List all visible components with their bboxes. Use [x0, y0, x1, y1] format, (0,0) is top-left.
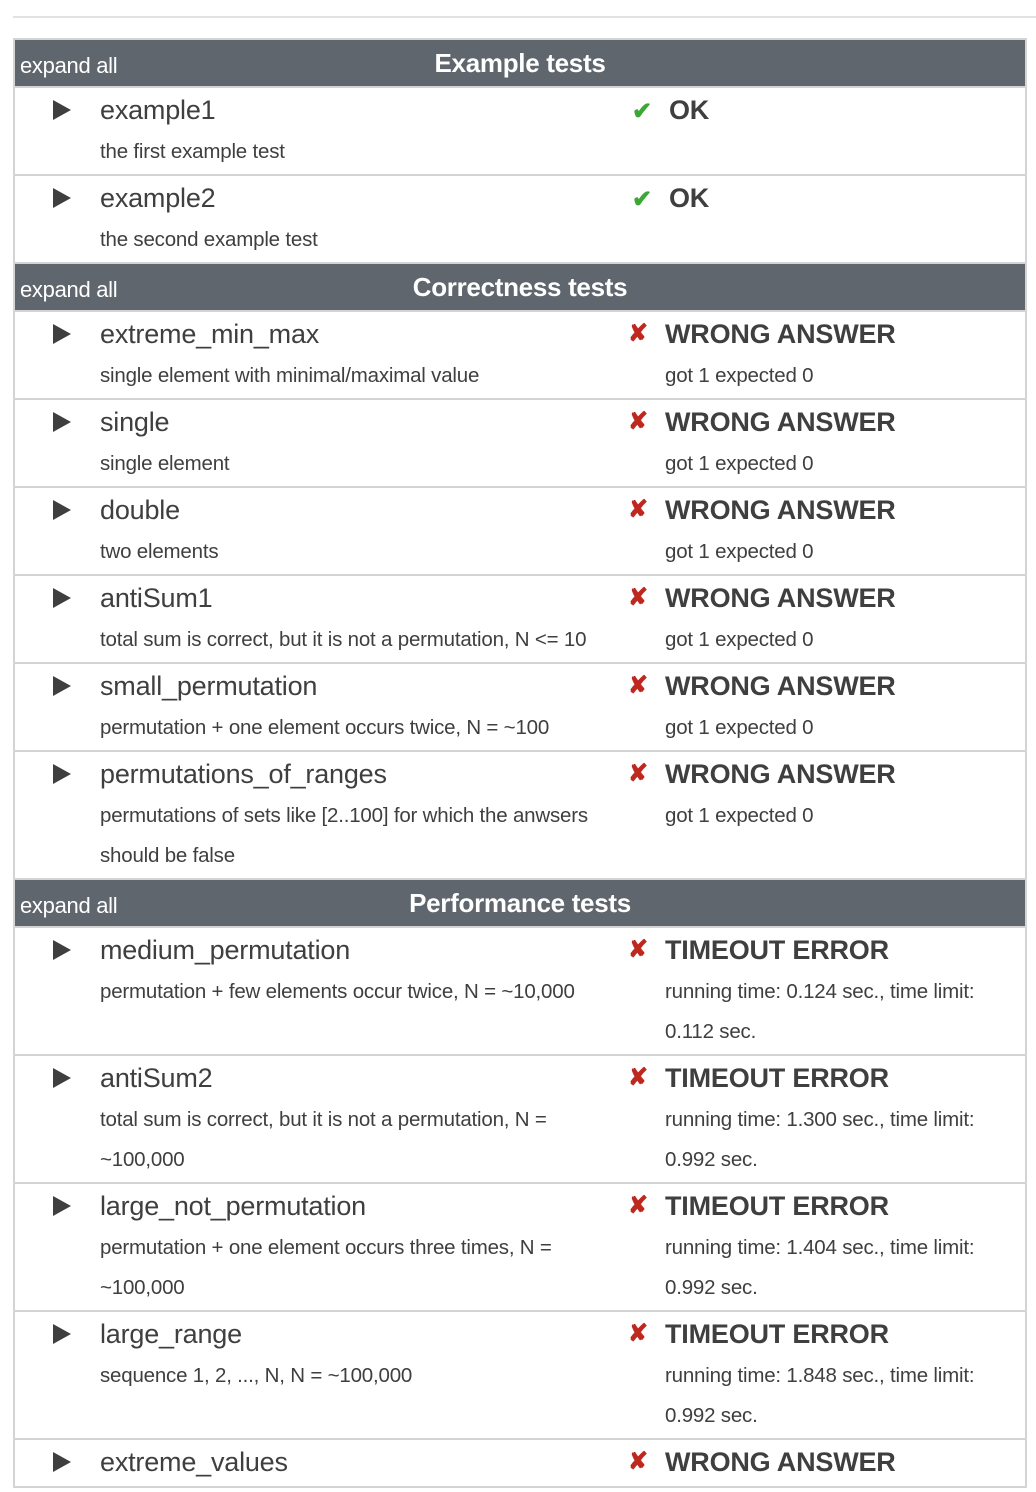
- cross-icon: ✘: [628, 320, 649, 347]
- test-info: [100, 312, 620, 396]
- test-info: [100, 752, 620, 876]
- test-status: WRONG ANSWER: [665, 319, 896, 349]
- check-icon: ✔: [632, 186, 653, 213]
- expand-row-button[interactable]: [15, 928, 100, 1052]
- test-row: [15, 312, 1025, 400]
- test-name: large_range: [100, 1319, 242, 1349]
- test-detail: running time: 1.848 sec., time limit: 0.992 sec.: [665, 1364, 975, 1427]
- test-name: single: [100, 407, 170, 437]
- test-status: WRONG ANSWER: [665, 495, 896, 525]
- test-info: [100, 400, 620, 484]
- test-result: [620, 1312, 1025, 1436]
- cross-icon: ✘: [628, 408, 649, 435]
- test-description: the second example test: [100, 228, 318, 251]
- test-description: permutation + one element occurs twice, N = ~100: [100, 716, 550, 739]
- test-description: total sum is correct, but it is not a permutation, N <= 10: [100, 628, 587, 651]
- test-description: sequence 1, 2, ..., N, N = ~100,000: [100, 1364, 413, 1387]
- test-info: [100, 928, 620, 1052]
- test-status: OK: [669, 95, 710, 125]
- test-name: permutations_of_ranges: [100, 759, 387, 789]
- test-result: [620, 1440, 1025, 1484]
- test-description: two elements: [100, 540, 219, 563]
- test-detail: running time: 1.404 sec., time limit: 0.992 sec.: [665, 1236, 975, 1299]
- test-row: [15, 400, 1025, 488]
- test-name: extreme_min_max: [100, 319, 320, 349]
- expand-all-link[interactable]: expand all: [20, 893, 118, 918]
- test-status: WRONG ANSWER: [665, 407, 896, 437]
- test-detail: running time: 0.124 sec., time limit: 0.112 sec.: [665, 980, 975, 1043]
- test-detail: got 1 expected 0: [665, 540, 814, 563]
- test-info: [100, 1056, 620, 1180]
- group-header: [15, 40, 1025, 88]
- test-info: [100, 576, 620, 660]
- cross-icon: ✘: [628, 1064, 649, 1091]
- test-status: WRONG ANSWER: [665, 583, 896, 613]
- test-result: [620, 576, 1025, 660]
- test-row: [15, 1184, 1025, 1312]
- test-description: total sum is correct, but it is not a permutation, N = ~100,000: [100, 1108, 547, 1171]
- cross-icon: ✘: [628, 1192, 649, 1219]
- test-result: [620, 176, 1025, 260]
- test-info: [100, 664, 620, 748]
- test-name: large_not_permutation: [100, 1191, 366, 1221]
- test-description: permutation + few elements occur twice, N = ~10,000: [100, 980, 575, 1003]
- check-icon: ✔: [632, 98, 653, 125]
- cross-icon: ✘: [628, 936, 649, 963]
- test-row: [15, 1440, 1025, 1488]
- cross-icon: ✘: [628, 760, 649, 787]
- group-header: [15, 880, 1025, 928]
- test-result: [620, 488, 1025, 572]
- test-status: WRONG ANSWER: [665, 1447, 896, 1477]
- test-detail: got 1 expected 0: [665, 452, 814, 475]
- test-status: TIMEOUT ERROR: [665, 1319, 889, 1349]
- test-description: single element: [100, 452, 230, 475]
- test-result: [620, 88, 1025, 172]
- test-status: TIMEOUT ERROR: [665, 1191, 889, 1221]
- cross-icon: ✘: [628, 584, 649, 611]
- test-name: example2: [100, 183, 216, 213]
- test-info: [100, 1440, 620, 1484]
- expand-row-button[interactable]: [15, 88, 100, 172]
- test-row: [15, 88, 1025, 176]
- test-description: the first example test: [100, 140, 285, 163]
- test-row: [15, 176, 1025, 264]
- group-title: Example tests: [434, 48, 606, 78]
- test-status: WRONG ANSWER: [665, 759, 896, 789]
- test-row: [15, 576, 1025, 664]
- top-divider: [13, 16, 1036, 18]
- expand-row-button[interactable]: [15, 176, 100, 260]
- test-detail: got 1 expected 0: [665, 364, 814, 387]
- test-results-table: [13, 38, 1027, 1488]
- test-row: [15, 1312, 1025, 1440]
- test-row: [15, 752, 1025, 880]
- test-detail: got 1 expected 0: [665, 804, 814, 827]
- expand-row-button[interactable]: [15, 1440, 100, 1484]
- test-result: [620, 1184, 1025, 1308]
- test-info: [100, 1312, 620, 1436]
- group-header: [15, 264, 1025, 312]
- test-info: [100, 176, 620, 260]
- test-detail: got 1 expected 0: [665, 716, 814, 739]
- test-description: permutation + one element occurs three times, N = ~100,000: [100, 1236, 552, 1299]
- cross-icon: ✘: [628, 496, 649, 523]
- test-name: medium_permutation: [100, 935, 351, 965]
- test-result: [620, 752, 1025, 876]
- cross-icon: ✘: [628, 1448, 649, 1475]
- test-result: [620, 1056, 1025, 1180]
- test-info: [100, 88, 620, 172]
- cross-icon: ✘: [628, 1320, 649, 1347]
- cross-icon: ✘: [628, 672, 649, 699]
- expand-row-button[interactable]: [15, 1312, 100, 1436]
- expand-all-link[interactable]: expand all: [20, 277, 118, 302]
- test-info: [100, 1184, 620, 1308]
- test-row: [15, 488, 1025, 576]
- test-result: [620, 664, 1025, 748]
- test-detail: running time: 1.300 sec., time limit: 0.992 sec.: [665, 1108, 975, 1171]
- expand-row-button[interactable]: [15, 1184, 100, 1308]
- group-title: Correctness tests: [412, 272, 628, 302]
- test-description: permutations of sets like [2..100] for which the anwsers should be false: [100, 804, 588, 867]
- test-status: OK: [669, 183, 710, 213]
- expand-row-button[interactable]: [15, 576, 100, 660]
- test-result: [620, 928, 1025, 1052]
- group-title: Performance tests: [409, 888, 631, 918]
- test-name: example1: [100, 95, 216, 125]
- test-row: [15, 928, 1025, 1056]
- expand-all-link[interactable]: expand all: [20, 53, 118, 78]
- test-name: extreme_values: [100, 1447, 288, 1477]
- test-name: small_permutation: [100, 671, 318, 701]
- test-result: [620, 400, 1025, 484]
- test-row: [15, 664, 1025, 752]
- test-info: [100, 488, 620, 572]
- expand-row-button[interactable]: [15, 488, 100, 572]
- expand-row-button[interactable]: [15, 752, 100, 876]
- test-status: TIMEOUT ERROR: [665, 1063, 889, 1093]
- test-detail: got 1 expected 0: [665, 628, 814, 651]
- test-status: TIMEOUT ERROR: [665, 935, 889, 965]
- test-name: antiSum1: [100, 583, 213, 613]
- test-name: double: [100, 495, 180, 525]
- test-result: [620, 312, 1025, 396]
- expand-row-button[interactable]: [15, 400, 100, 484]
- test-status: WRONG ANSWER: [665, 671, 896, 701]
- expand-row-button[interactable]: [15, 664, 100, 748]
- expand-row-button[interactable]: [15, 312, 100, 396]
- test-description: single element with minimal/maximal value: [100, 364, 480, 387]
- test-row: [15, 1056, 1025, 1184]
- expand-row-button[interactable]: [15, 1056, 100, 1180]
- test-name: antiSum2: [100, 1063, 213, 1093]
